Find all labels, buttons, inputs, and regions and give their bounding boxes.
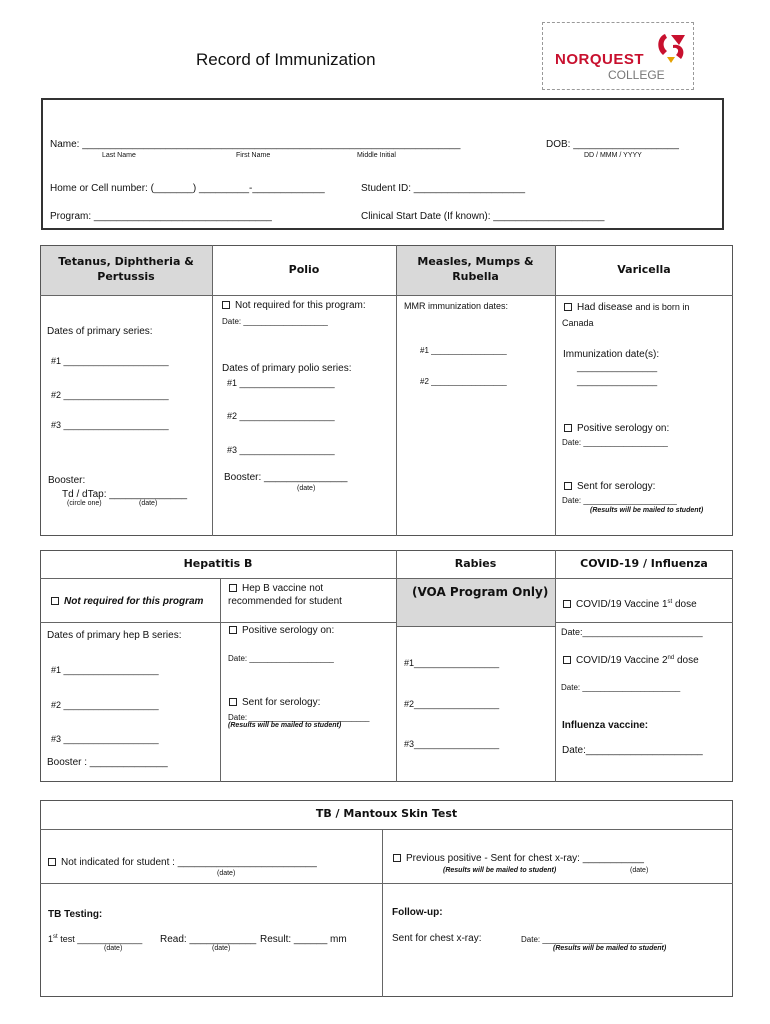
hepb-date-2[interactable]: #2 ___________________	[51, 700, 159, 710]
covid-dose-2-label: COVID/19 Vaccine 2	[576, 655, 668, 666]
name-field[interactable]: Name: ____________________________________________________________________	[50, 139, 461, 150]
varicella-mailed-note: (Results will be mailed to student)	[590, 507, 704, 514]
header-mmr	[396, 245, 555, 295]
checkbox-icon[interactable]	[222, 301, 230, 309]
tb-not-indicated-label: Not indicated for student : _________________________	[61, 857, 317, 868]
rabies-date-3[interactable]: #3_________________	[404, 739, 500, 749]
header-polio: Polio	[288, 262, 320, 276]
varicella-sent-serology-label: Sent for serology:	[577, 481, 656, 492]
hepb-primary-label: Dates of primary hep B series:	[47, 630, 182, 641]
rabies-date-2[interactable]: #2_________________	[404, 699, 500, 709]
mmr-date-1[interactable]: #1 _________________	[420, 346, 507, 355]
hepb-positive-date[interactable]: Date: ___________________	[228, 654, 334, 663]
header-tetanus	[40, 245, 212, 295]
covid-dose-1-sup: st	[667, 599, 673, 605]
tb-first-test-field[interactable]	[48, 934, 142, 944]
covid-dose-2[interactable]	[563, 655, 699, 666]
tb-followup-label: Follow-up:	[392, 907, 443, 918]
covid-dose-1[interactable]	[563, 599, 697, 610]
tb-chest-xray-label: Sent for chest x-ray:	[392, 933, 482, 944]
varicella-imm-date-2[interactable]: ________________	[577, 376, 658, 386]
covid-dose-1-date[interactable]: Date:________________________	[561, 627, 703, 637]
program-field[interactable]: Program: ________________________________	[50, 211, 272, 222]
varicella-sent-date[interactable]: Date: _____________________	[562, 496, 677, 505]
hepb-not-required-label: Not required for this program	[64, 596, 204, 607]
tb-not-indicated[interactable]	[48, 857, 317, 868]
varicella-positive-serology[interactable]	[564, 423, 669, 434]
rabies-voa-note: (VOA Program Only)	[412, 585, 549, 599]
header-tetanus-line1: Tetanus, Diphtheria &	[58, 255, 194, 269]
polio-primary-label: Dates of primary polio series:	[222, 363, 352, 374]
dob-format-caption: DD / MMM / YYYY	[584, 152, 642, 159]
varicella-had-disease[interactable]	[564, 302, 689, 313]
hepb-positive-serology-label: Positive serology on:	[242, 625, 335, 636]
varicella-sent-serology[interactable]	[564, 481, 655, 492]
student-id-field[interactable]: Student ID: ____________________	[361, 183, 526, 194]
covid-dose-1-label: COVID/19 Vaccine 1	[576, 599, 668, 610]
hepb-sent-serology-label: Sent for serology:	[242, 697, 321, 708]
checkbox-icon[interactable]	[563, 600, 571, 608]
tb-first-sup: st	[53, 934, 58, 940]
header-mmr-line1: Measles, Mumps &	[417, 255, 534, 269]
phone-field[interactable]: Home or Cell number: (_______) _________-_____________	[50, 183, 325, 194]
checkbox-icon[interactable]	[564, 424, 572, 432]
clinical-start-field[interactable]: Clinical Start Date (If known): ____________________	[361, 211, 605, 222]
page-title: Record of Immunization	[196, 50, 376, 69]
covid-dose-2-date[interactable]: Date: ______________________	[561, 683, 681, 692]
header-mmr-line2: Rubella	[452, 270, 499, 283]
hepb-positive-serology[interactable]	[229, 625, 334, 636]
tdap-date-2[interactable]: #2 _____________________	[51, 390, 169, 400]
hepb-date-1[interactable]: #1 ___________________	[51, 665, 159, 675]
checkbox-icon[interactable]	[48, 858, 56, 866]
header-varicella: Varicella	[617, 262, 671, 276]
hepb-not-required[interactable]	[51, 596, 203, 607]
checkbox-icon[interactable]	[564, 303, 572, 311]
header-covid-influenza: COVID-19 / Influenza	[580, 556, 708, 570]
tb-previous-mailed-note: (Results will be mailed to student)	[443, 867, 557, 874]
polio-date-3[interactable]: #3 ___________________	[227, 445, 335, 455]
tb-first-num: 1	[48, 934, 54, 944]
tdap-booster-field[interactable]: Td / dTap: ______________	[62, 489, 188, 500]
tb-result-field[interactable]: Result: ______ mm	[260, 934, 347, 945]
tb-first-rest: test _____________	[57, 934, 143, 944]
polio-date-1[interactable]: #1 ___________________	[227, 378, 335, 388]
checkbox-icon[interactable]	[229, 626, 237, 634]
covid-dose-2-sup: nd	[667, 655, 675, 661]
hepb-booster-field[interactable]: Booster : ______________	[47, 757, 168, 768]
polio-not-required-date[interactable]: Date: ___________________	[222, 317, 328, 326]
tb-chest-xray-date[interactable]: Date: ___________________________	[521, 935, 663, 944]
hepb-sent-date[interactable]: Date: ___________________________	[228, 713, 370, 722]
tdap-circle-caption: (circle one)	[67, 500, 102, 507]
logo-text-norquest: NORQUEST	[555, 51, 645, 68]
checkbox-icon[interactable]	[229, 584, 237, 592]
varicella-imm-date-1[interactable]: ________________	[577, 362, 658, 372]
hepb-date-3[interactable]: #3 ___________________	[51, 734, 159, 744]
polio-not-required[interactable]	[222, 300, 366, 311]
polio-date-2[interactable]: #2 ___________________	[227, 411, 335, 421]
hepb-not-recommended-line2: recommended for student	[228, 596, 342, 607]
tb-testing-label: TB Testing:	[48, 909, 103, 920]
tdap-date-1[interactable]: #1 _____________________	[51, 356, 169, 366]
polio-booster-field[interactable]: Booster: _______________	[224, 472, 348, 483]
polio-booster-date-caption: (date)	[297, 485, 316, 492]
checkbox-icon[interactable]	[51, 597, 59, 605]
varicella-canada-label: Canada	[562, 318, 594, 328]
tb-previous-positive[interactable]	[393, 853, 644, 864]
varicella-had-disease-label: Had disease	[577, 302, 633, 313]
dob-field[interactable]: DOB: ___________________	[546, 139, 679, 150]
mmr-label: MMR immunization dates:	[404, 301, 509, 311]
polio-not-required-label: Not required for this program:	[235, 300, 366, 311]
first-name-caption: First Name	[236, 152, 271, 159]
varicella-imm-dates-label: Immunization date(s):	[563, 349, 660, 360]
header-rabies: Rabies	[454, 556, 497, 570]
header-hepatitis-b: Hepatitis B	[183, 556, 253, 570]
tdap-primary-label: Dates of primary series:	[47, 326, 153, 337]
tb-read-date-caption: (date)	[212, 945, 231, 952]
mmr-date-2[interactable]: #2 _________________	[420, 377, 507, 386]
logo-mark-icon	[651, 31, 691, 65]
tb-read-field[interactable]: Read: ____________	[160, 934, 257, 945]
tb-chest-mailed-note: (Results will be mailed to student)	[553, 945, 667, 952]
rabies-date-1[interactable]: #1_________________	[404, 658, 500, 668]
checkbox-icon[interactable]	[563, 656, 571, 664]
tdap-date-3[interactable]: #3 _____________________	[51, 420, 169, 430]
tdap-date-caption: (date)	[139, 500, 158, 507]
last-name-caption: Last Name	[102, 152, 136, 159]
influenza-label: Influenza vaccine:	[562, 720, 649, 731]
tb-previous-date-caption: (date)	[630, 867, 649, 874]
hepb-sent-serology[interactable]	[229, 697, 320, 708]
logo-text-college: COLLEGE	[608, 68, 665, 82]
hepb-not-recommended[interactable]	[229, 583, 323, 594]
tb-first-date-caption: (date)	[104, 945, 123, 952]
hepb-mailed-note: (Results will be mailed to student)	[228, 722, 342, 729]
tb-not-indicated-date-caption: (date)	[217, 870, 236, 877]
header-tetanus-line2: Pertussis	[97, 270, 155, 283]
header-tb: TB / Mantoux Skin Test	[315, 807, 458, 821]
influenza-date[interactable]: Date:_____________________	[562, 745, 703, 756]
varicella-positive-date[interactable]: Date: ___________________	[562, 438, 668, 447]
varicella-born-label: and is born in	[635, 302, 690, 312]
covid-dose-1-end: dose	[674, 599, 697, 610]
covid-dose-2-end: dose	[677, 655, 699, 666]
hepb-not-recommended-label: Hep B vaccine not	[242, 583, 324, 594]
checkbox-icon[interactable]	[393, 854, 401, 862]
tdap-booster-label: Booster:	[48, 475, 86, 486]
tb-previous-positive-label: Previous positive - Sent for chest x-ray: ___________	[406, 853, 644, 864]
varicella-positive-serology-label: Positive serology on:	[577, 423, 670, 434]
checkbox-icon[interactable]	[564, 482, 572, 490]
college-logo	[542, 22, 694, 90]
checkbox-icon[interactable]	[229, 698, 237, 706]
middle-initial-caption: Middle Initial	[357, 152, 396, 159]
